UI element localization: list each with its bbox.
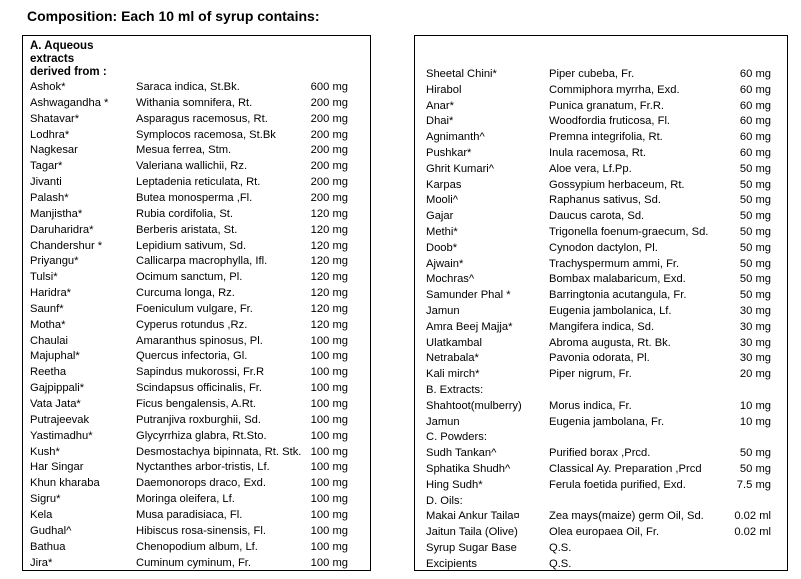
botanical-source: Saraca indica, St.Bk. [136, 81, 240, 93]
page-title: Composition: Each 10 ml of syrup contains: [27, 8, 320, 24]
botanical-source: Rubia cordifolia, St. [136, 207, 234, 220]
botanical-source: Amaranthus spinosus, Pl. [136, 334, 263, 347]
ingredient-name: Kali mirch* [426, 368, 480, 381]
ingredient-quantity: 7.5 mg [736, 478, 771, 491]
ingredient-name: Gajpippali* [30, 382, 85, 395]
botanical-source: Ferula foetida purified, Exd. [549, 478, 686, 491]
ingredient-name: Sheetal Chini* [426, 68, 497, 80]
botanical-source: Aloe vera, Lf.Pp. [549, 162, 632, 175]
botanical-source: Sapindus mukorossi, Fr.R [136, 366, 265, 379]
ingredient-quantity: 100 mg [310, 524, 348, 537]
botanical-source: Moringa oleifera, Lf. [136, 493, 235, 506]
ingredient-row [23, 507, 370, 524]
ingredient-row [23, 348, 370, 365]
ingredient-row [23, 523, 370, 540]
ingredient-row [415, 335, 787, 352]
ingredient-row [23, 111, 370, 128]
ingredient-name: Jamun [426, 415, 460, 428]
ingredient-row [23, 222, 370, 239]
ingredient-name: Reetha [30, 366, 67, 379]
botanical-source: Piper cubeba, Fr. [549, 68, 635, 80]
ingredient-name: Gudhal^ [30, 524, 72, 537]
ingredient-row [415, 445, 787, 462]
botanical-source: Mangifera indica, Sd. [549, 320, 655, 333]
ingredient-quantity: 200 mg [310, 96, 348, 109]
ingredient-name: Ulatkambal [426, 336, 482, 349]
right-ingredient-panel [414, 35, 788, 571]
ingredient-quantity: 100 mg [310, 445, 348, 458]
ingredient-name: Gajar [426, 210, 454, 223]
ingredient-row [415, 224, 787, 241]
ingredient-row [415, 461, 787, 478]
botanical-source: Scindapsus officinalis, Fr. [136, 382, 263, 395]
ingredient-name: Kela [30, 508, 53, 521]
ingredient-quantity: 0.02 ml [734, 510, 771, 523]
ingredient-row [23, 428, 370, 445]
ingredient-row [415, 129, 787, 146]
ingredient-name: Vata Jata* [30, 398, 81, 410]
ingredient-quantity: 50 mg [739, 463, 771, 475]
ingredient-name: Khun kharaba [30, 477, 100, 490]
ingredient-quantity: 10 mg [739, 415, 771, 428]
botanical-source: Trachyspermum ammi, Fr. [549, 257, 680, 270]
ingredient-name: Agnimanth^ [426, 131, 485, 144]
ingredient-row [23, 190, 370, 207]
botanical-source: Cyperus rotundus ,Rz. [136, 318, 248, 331]
ingredient-name: Har Singar [30, 461, 84, 474]
ingredient-row [23, 475, 370, 492]
ingredient-name: Samunder Phal * [426, 289, 511, 302]
ingredient-quantity: 30 mg [739, 320, 771, 333]
ingredient-row [23, 396, 370, 413]
ingredient-name: Syrup Sugar Base [426, 542, 517, 554]
botanical-source: Asparagus racemosus, Rt. [136, 112, 268, 125]
ingredient-name: Motha* [30, 318, 66, 331]
ingredient-row [23, 285, 370, 302]
ingredient-quantity: 50 mg [739, 194, 771, 207]
ingredient-quantity: 100 mg [310, 429, 348, 442]
ingredient-quantity: 60 mg [739, 147, 771, 159]
ingredient-quantity: 120 mg [310, 255, 348, 268]
ingredient-name: Methi* [426, 226, 458, 238]
ingredient-row [23, 174, 370, 191]
ingredient-quantity: 50 mg [739, 289, 771, 302]
ingredient-row [23, 380, 370, 397]
botanical-source: Abroma augusta, Rt. Bk. [549, 336, 671, 349]
ingredient-row [23, 238, 370, 255]
botanical-source: Punica granatum, Fr.R. [549, 99, 665, 112]
botanical-source: Withania somnifera, Rt. [136, 96, 253, 109]
botanical-source: Piper nigrum, Fr. [549, 368, 632, 381]
ingredient-name: Sphatika Shudh^ [426, 463, 511, 475]
ingredient-row [415, 398, 787, 415]
ingredient-row [415, 82, 787, 99]
ingredient-name: Hirabol [426, 83, 462, 96]
ingredient-row [23, 317, 370, 334]
ingredient-name: Netrabala* [426, 352, 479, 365]
ingredient-quantity: 100 mg [310, 350, 348, 363]
section-a-heading-line-2: extracts [30, 53, 75, 65]
botanical-source: Bombax malabaricum, Exd. [549, 273, 686, 286]
botanical-source: Zea mays(maize) germ Oil, Sd. [549, 510, 704, 523]
ingredient-name: Putrajeevak [30, 413, 90, 426]
botanical-source: Q.S. [549, 542, 572, 554]
ingredient-name: Nagkesar [30, 144, 78, 157]
ingredient-quantity: 200 mg [310, 128, 348, 141]
ingredient-row [415, 177, 787, 194]
ingredient-quantity: 60 mg [739, 99, 771, 112]
ingredient-quantity: 120 mg [310, 207, 348, 220]
botanical-source: Desmostachya bipinnata, Rt. Stk. [136, 445, 302, 458]
ingredient-row [23, 142, 370, 159]
ingredient-name: Palash* [30, 191, 69, 204]
botanical-source: Berberis aristata, St. [136, 223, 238, 236]
ingredient-quantity: 50 mg [739, 241, 771, 254]
ingredient-name: Tulsi* [30, 271, 58, 284]
ingredient-quantity: 60 mg [739, 83, 771, 96]
botanical-source: Ficus bengalensis, A.Rt. [136, 398, 257, 410]
botanical-source: Leptadenia reticulata, Rt. [136, 176, 261, 189]
ingredient-quantity: 600 mg [310, 81, 348, 93]
ingredient-row [415, 113, 787, 130]
ingredient-name: Chaulai [30, 334, 68, 347]
ingredient-row [23, 127, 370, 144]
ingredient-name: Jira* [30, 556, 53, 569]
ingredient-row [415, 192, 787, 209]
ingredient-name: Shatavar* [30, 112, 80, 125]
botanical-source: Premna integrifolia, Rt. [549, 131, 663, 144]
ingredient-name: Lodhra* [30, 128, 70, 141]
ingredient-name: Shahtoot(mulberry) [426, 399, 522, 412]
ingredient-name: Anar* [426, 99, 454, 112]
ingredient-quantity: 50 mg [739, 162, 771, 175]
ingredient-name: Makai Ankur Taila¤ [426, 510, 520, 523]
ingredient-name: Ajwain* [426, 257, 464, 270]
botanical-source: Barringtonia acutangula, Fr. [549, 289, 687, 302]
botanical-source: Chenopodium album, Lf. [136, 540, 258, 553]
botanical-source: Glycyrrhiza glabra, Rt.Sto. [136, 429, 267, 442]
ingredient-quantity: 100 mg [310, 334, 348, 347]
botanical-source: Commiphora myrrha, Exd. [549, 83, 680, 96]
ingredient-quantity: 200 mg [310, 160, 348, 173]
botanical-source: Cuminum cyminum, Fr. [136, 556, 251, 569]
ingredient-row [23, 412, 370, 429]
ingredient-row [415, 350, 787, 367]
ingredient-name: B. Extracts: [426, 384, 484, 396]
section-a-heading-line-1: A. Aqueous [30, 40, 94, 52]
ingredient-row [415, 414, 787, 431]
ingredient-row [23, 158, 370, 175]
botanical-source: Purified borax ,Prcd. [549, 447, 651, 460]
ingredient-name: D. Oils: [426, 494, 463, 507]
ingredient-row [415, 319, 787, 336]
ingredient-quantity: 60 mg [739, 68, 771, 80]
botanical-source: Hibiscus rosa-sinensis, Fl. [136, 524, 266, 537]
ingredient-name: Doob* [426, 241, 458, 254]
ingredient-name: Bathua [30, 540, 66, 553]
ingredient-row [23, 79, 370, 96]
ingredient-quantity: 100 mg [310, 540, 348, 553]
botanical-source: Musa paradisiaca, Fl. [136, 508, 243, 521]
botanical-source: Butea monosperma ,Fl. [136, 191, 253, 204]
ingredient-row [415, 161, 787, 178]
ingredient-row [23, 444, 370, 461]
ingredient-row [23, 95, 370, 112]
botanical-source: Daemonorops draco, Exd. [136, 477, 266, 490]
ingredient-row [415, 208, 787, 225]
ingredient-name: Mochras^ [426, 273, 475, 286]
ingredient-name: Sudh Tankan^ [426, 447, 497, 460]
ingredient-name: Amra Beej Majja* [426, 320, 513, 333]
ingredient-row [23, 555, 370, 572]
botanical-source: Curcuma longa, Rz. [136, 287, 235, 300]
ingredient-quantity: 10 mg [739, 399, 771, 412]
ingredient-quantity: 120 mg [310, 239, 348, 252]
ingredient-quantity: 100 mg [310, 556, 348, 569]
ingredient-quantity: 120 mg [310, 287, 348, 300]
ingredient-quantity: 60 mg [739, 115, 771, 128]
ingredient-quantity: 30 mg [739, 336, 771, 349]
ingredient-row [23, 333, 370, 350]
botanical-source: Inula racemosa, Rt. [549, 147, 647, 159]
ingredient-name: Excipients [426, 557, 477, 570]
ingredient-quantity: 200 mg [310, 176, 348, 189]
ingredient-quantity: 100 mg [310, 413, 348, 426]
ingredient-quantity: 50 mg [739, 210, 771, 223]
ingredient-name: Ghrit Kumari^ [426, 162, 495, 175]
ingredient-name: Priyangu* [30, 255, 79, 268]
ingredient-quantity: 60 mg [739, 131, 771, 144]
ingredient-row [415, 493, 787, 510]
botanical-source: Gossypium herbaceum, Rt. [549, 178, 685, 191]
botanical-source: Quercus infectoria, Gl. [136, 350, 248, 363]
ingredient-name: Saunf* [30, 302, 64, 315]
ingredient-row [415, 429, 787, 446]
ingredient-quantity: 200 mg [310, 144, 348, 157]
ingredient-row [415, 66, 787, 83]
ingredient-row [415, 508, 787, 525]
ingredient-quantity: 200 mg [310, 191, 348, 204]
ingredient-quantity: 20 mg [739, 368, 771, 381]
botanical-source: Pavonia odorata, Pl. [549, 352, 650, 365]
ingredient-row [415, 271, 787, 288]
ingredient-row [23, 206, 370, 223]
botanical-source: Daucus carota, Sd. [549, 210, 645, 223]
ingredient-name: Yastimadhu* [30, 429, 93, 442]
ingredient-row [23, 491, 370, 508]
botanical-source: Symplocos racemosa, St.Bk [136, 128, 276, 141]
ingredient-name: Chandershur * [30, 239, 103, 252]
ingredient-name: C. Powders: [426, 431, 487, 444]
ingredient-quantity: 50 mg [739, 257, 771, 270]
botanical-source: Mesua ferrea, Stm. [136, 144, 232, 157]
ingredient-quantity: 50 mg [739, 447, 771, 460]
ingredient-quantity: 30 mg [739, 305, 771, 317]
botanical-source: Classical Ay. Preparation ,Prcd [549, 463, 702, 475]
ingredient-row [415, 145, 787, 162]
ingredient-name: Ashok* [30, 81, 66, 93]
ingredient-name: Pushkar* [426, 147, 472, 159]
ingredient-row [415, 524, 787, 541]
ingredient-quantity: 100 mg [310, 508, 348, 521]
ingredient-quantity: 100 mg [310, 477, 348, 490]
ingredient-quantity: 100 mg [310, 398, 348, 410]
botanical-source: Valeriana wallichii, Rz. [136, 160, 248, 173]
botanical-source: Eugenia jambolanica, Lf. [549, 305, 672, 317]
botanical-source: Ocimum sanctum, Pl. [136, 271, 243, 284]
botanical-source: Putranjiva roxburghii, Sd. [136, 413, 261, 426]
ingredient-row [415, 98, 787, 115]
left-ingredient-panel [22, 35, 371, 571]
ingredient-name: Majuphal* [30, 350, 80, 363]
ingredient-row [415, 240, 787, 257]
ingredient-row [415, 287, 787, 304]
botanical-source: Nyctanthes arbor-tristis, Lf. [136, 461, 270, 474]
ingredient-quantity: 120 mg [310, 271, 348, 284]
botanical-source: Cynodon dactylon, Pl. [549, 241, 658, 254]
ingredient-row [415, 256, 787, 273]
botanical-source: Trigonella foenum-graecum, Sd. [549, 226, 709, 238]
ingredient-row [23, 253, 370, 270]
ingredient-name: Manjistha* [30, 207, 83, 220]
ingredient-row [415, 303, 787, 320]
ingredient-row [23, 459, 370, 476]
ingredient-name: Tagar* [30, 160, 63, 173]
ingredient-row [23, 301, 370, 318]
ingredient-row [415, 477, 787, 494]
ingredient-row [415, 556, 787, 573]
ingredient-quantity: 120 mg [310, 318, 348, 331]
ingredient-name: Hing Sudh* [426, 478, 483, 491]
ingredient-row [415, 366, 787, 383]
ingredient-row [415, 540, 787, 557]
ingredient-name: Jamun [426, 305, 460, 317]
ingredient-name: Ashwagandha * [30, 96, 109, 109]
ingredient-name: Sigru* [30, 493, 61, 506]
ingredient-quantity: 50 mg [739, 273, 771, 286]
ingredient-row [23, 269, 370, 286]
ingredient-quantity: 200 mg [310, 112, 348, 125]
botanical-source: Foeniculum vulgare, Fr. [136, 302, 253, 315]
ingredient-quantity: 0.02 ml [734, 526, 771, 539]
ingredient-quantity: 100 mg [310, 366, 348, 379]
ingredient-quantity: 120 mg [310, 223, 348, 236]
botanical-source: Morus indica, Fr. [549, 399, 632, 412]
ingredient-row [23, 539, 370, 556]
ingredient-quantity: 100 mg [310, 382, 348, 395]
ingredient-row [23, 364, 370, 381]
botanical-source: Woodfordia fruticosa, Fl. [549, 115, 671, 128]
ingredient-name: Karpas [426, 178, 462, 191]
botanical-source: Eugenia jambolana, Fr. [549, 415, 665, 428]
ingredient-quantity: 50 mg [739, 226, 771, 238]
ingredient-quantity: 120 mg [310, 302, 348, 315]
botanical-source: Lepidium sativum, Sd. [136, 239, 247, 252]
ingredient-quantity: 30 mg [739, 352, 771, 365]
botanical-source: Callicarpa macrophylla, Ifl. [136, 255, 268, 268]
ingredient-quantity: 100 mg [310, 461, 348, 474]
ingredient-quantity: 100 mg [310, 493, 348, 506]
ingredient-name: Mooli^ [426, 194, 458, 207]
ingredient-name: Daruharidra* [30, 223, 94, 236]
ingredient-name: Kush* [30, 445, 60, 458]
ingredient-name: Haridra* [30, 287, 72, 300]
ingredient-name: Jivanti [30, 176, 62, 189]
ingredient-name: Dhai* [426, 115, 454, 128]
botanical-source: Olea europaea Oil, Fr. [549, 526, 660, 539]
botanical-source: Raphanus sativus, Sd. [549, 194, 661, 207]
ingredient-row [415, 382, 787, 399]
botanical-source: Q.S. [549, 557, 572, 570]
section-a-heading-line-3: derived from : [30, 66, 107, 78]
ingredient-quantity: 50 mg [739, 178, 771, 191]
ingredient-name: Jaitun Taila (Olive) [426, 526, 518, 539]
